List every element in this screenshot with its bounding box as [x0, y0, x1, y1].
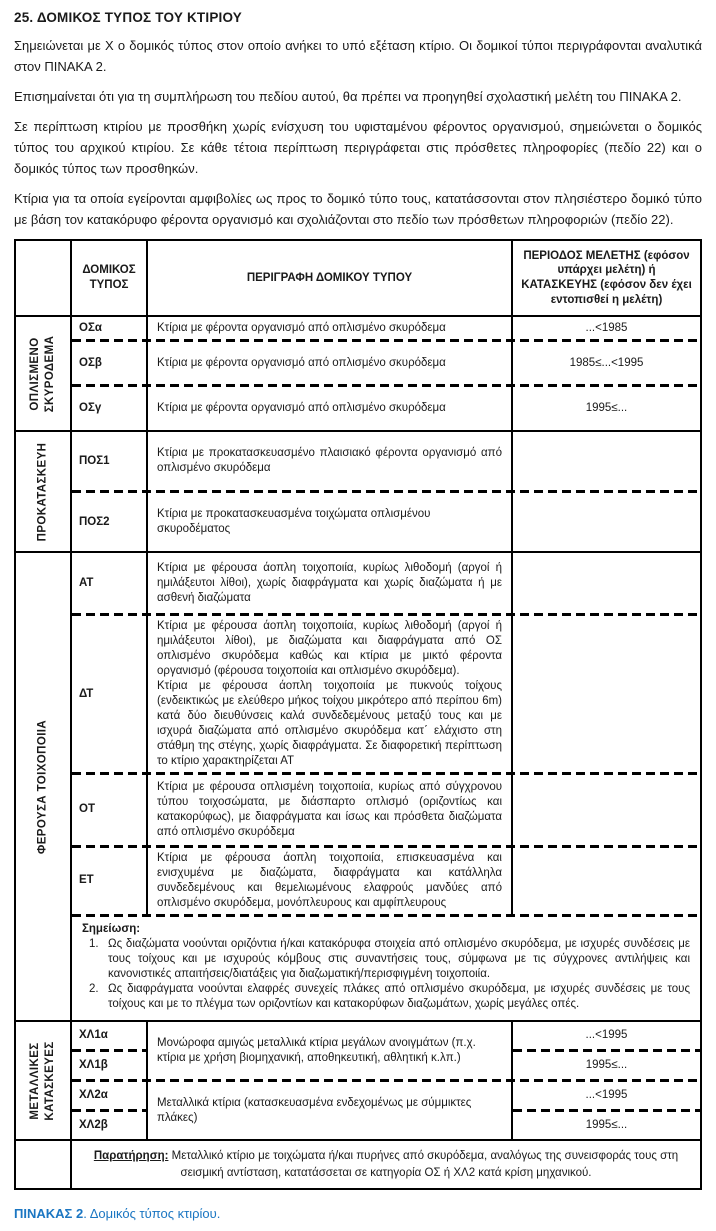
type-cell: ΟΣγ	[72, 387, 148, 430]
desc-cell	[148, 848, 513, 914]
group-row-oplismeno-skyrodema	[16, 315, 700, 430]
type-cell: ΧΛ2α	[79, 1089, 108, 1102]
intro-paragraph-1: Σημειώνεται με Χ ο δομικός τύπος στον οποίο ανήκει το υπό εξέταση κτίριο. Οι δομικοί τύποι περιγράφονται αναλυτικά στον ΠΙΝΑΚΑ 2.	[14, 38, 702, 75]
group-label-line: ΦΕΡΟΥΣΑ ΤΟΙΧΟΠΟΙΙΑ	[36, 719, 49, 854]
group-label-cell	[16, 317, 72, 430]
group-label-ferousa-toixopoiia	[36, 720, 51, 854]
group-label-line: ΣΚΥΡΟΔΕΜΑ	[44, 335, 56, 413]
period-cell	[513, 493, 700, 551]
type-cell: ΑΤ	[72, 553, 148, 613]
period-cell: 1995≤...	[585, 1119, 628, 1132]
group-label-cell	[16, 1141, 72, 1188]
table-row-ot	[72, 775, 700, 845]
header-perigrafi: ΠΕΡΙΓΡΑΦΗ ΔΟΜΙΚΟΥ ΤΥΠΟΥ	[148, 241, 513, 315]
intro-paragraph-2: Επισημαίνεται ότι για τη συμπλήρωση του πεδίου αυτού, θα πρέπει να προηγηθεί σχολαστική μελέτη του ΠΙΝΑΚΑ 2.	[14, 89, 682, 105]
period-cell	[513, 775, 700, 845]
group-label-metallikes-kataskeves	[28, 1041, 58, 1120]
period-cell	[513, 432, 700, 490]
table-subblock-xl2	[72, 1082, 700, 1139]
group-label-line: ΠΡΟΚΑΤΑΣΚΕΥΗ	[36, 442, 49, 542]
group-row-ferousa-toixopoiia	[16, 551, 700, 1020]
desc-text: Κτίρια με φέροντα οργανισμό από οπλισμένο σκυρόδεμα	[157, 356, 446, 369]
desc-text: Κτίρια με φέρουσα άοπλη τοιχοποιία, κυρίως λιθοδομή (αργοί ή ημιλάξευτοι λίθοι), χωρίς διαφράγματα και χωρίς διαζώματα ή με ασθενή διαζώματα	[157, 561, 502, 604]
desc-paragraph: Κτίρια με φέρουσα άοπλη τοιχοποιία, κυρίως λιθοδομή (αργοί ή ημιλάξευτοι λίθοι), με διαζώματα και διαφράγματα από ΟΣ οπλισμένο σκυρόδεμα καθώς και κτίρια με μικτό φέροντα οργανισμό (φέρουσα τοιχοποιία και οπλισμένο σκυρόδεμα).	[157, 620, 502, 678]
table-row-dt	[72, 616, 700, 771]
note-text: Ως διαφράγματα νοούνται ελαφρές συνεχείς πλάκες από οπλισμένο σκυρόδεμα, με ισχυρές συνδέσεις με τους τοίχους και με το πλέγμα των οριζοντίων και κατακορύφων διαζωμάτων, χωρίς μεγάλες οπές.	[108, 983, 690, 1011]
desc-text: Μονώροφα αμιγώς μεταλλικά κτίρια μεγάλων ανοιγμάτων (π.χ. κτίρια με χρήση βιομηχανική, αποθηκευτική, αθλητική κ.λπ.)	[157, 1036, 476, 1064]
intro-paragraph-3: Σε περίπτωση κτιρίου με προσθήκη χωρίς ενίσχυση του υφισταμένου φέροντος οργανισμού, σημειώνεται ο δομικός τύπος του αρχικού κτιρίου. Σε κάθε τέτοια περίπτωση περιγράφεται στις πρόσθετες πληροφορίες (πεδίο 22) και ο δομικός τύπος των προσθηκών.	[14, 119, 702, 177]
remark-title: Παρατήρηση:	[93, 1150, 169, 1163]
remark-row	[16, 1139, 700, 1188]
group-row-metallikes-kataskeves	[16, 1020, 700, 1139]
note-title: Σημείωση:	[82, 922, 141, 935]
header-domikos-typos: ΔΟΜΙΚΟΣ ΤΥΠΟΣ	[72, 241, 148, 315]
period-cell: 1995≤...	[585, 402, 628, 415]
table-row-osg	[72, 387, 700, 430]
group-label-cell	[16, 1022, 72, 1139]
group-label-cell	[16, 432, 72, 551]
period-cell: 1995≤...	[585, 1059, 628, 1072]
header-group-cell	[16, 241, 72, 315]
type-cell: ΠΟΣ2	[72, 493, 148, 551]
header-periodos: ΠΕΡΙΟΔΟΣ ΜΕΛΕΤΗΣ (εφόσον υπάρχει μελέτη) ή ΚΑΤΑΣΚΕΥΗΣ (εφόσον δεν έχει εντοπισθεί η μελέτη)	[521, 249, 692, 307]
desc-cell	[148, 1082, 513, 1139]
group-label-prokataskevi	[36, 443, 51, 542]
desc-text: Κτίρια με προκατασκευασμένα τοιχώματα οπλισμένου σκυροδέματος	[157, 508, 431, 536]
type-subcolumn	[72, 1022, 148, 1079]
desc-cell	[148, 387, 513, 430]
type-cell: ΠΟΣ1	[72, 432, 148, 490]
desc-text: Μεταλλικά κτίρια (κατασκευασμένα ενδεχομένως με σύμμικτες πλάκες)	[157, 1096, 472, 1124]
group-label-line: ΜΕΤΑΛΛΙΚΕΣ	[29, 1042, 42, 1120]
caption-label: ΠΙΝΑΚΑΣ 2	[14, 1206, 84, 1222]
table-row-at	[72, 553, 700, 613]
group-label-cell	[16, 553, 72, 1020]
table-header-row	[16, 241, 700, 315]
desc-text: Κτίρια με φέρουσα άοπλη τοιχοποιία, επισκευασμένα και ενισχυμένα με διαζώματα, διαφράγματα και κατάλληλα συνδεδεμένους και θεμελιωμένους ελαφρούς μανδύες από οπλισμένο σκυρόδεμα, μονόπλευρους και αμφίπλευρους	[157, 851, 502, 909]
type-cell: ΕΤ	[72, 848, 148, 914]
period-cell	[513, 848, 700, 914]
desc-cell	[148, 1022, 513, 1079]
period-cell	[513, 616, 700, 771]
period-cell: ...<1995	[585, 1089, 628, 1102]
desc-cell	[148, 553, 513, 613]
group-label-line: ΚΑΤΑΣΚΕΥΕΣ	[44, 1041, 56, 1121]
remark-text-block	[86, 1148, 686, 1181]
period-cell	[513, 553, 700, 613]
desc-cell	[148, 493, 513, 551]
desc-cell	[148, 775, 513, 845]
desc-cell	[148, 616, 513, 771]
remark-paratirisi	[72, 1141, 700, 1188]
period-cell: ...<1985	[585, 321, 628, 334]
period-subcolumn	[513, 1022, 700, 1079]
note-number: 1.	[89, 938, 99, 951]
period-subcolumn	[513, 1082, 700, 1139]
table-row-pos2	[72, 493, 700, 551]
type-cell: ΧΛ2β	[79, 1119, 108, 1132]
desc-cell	[148, 317, 513, 339]
period-cell: ...<1995	[585, 1029, 628, 1042]
desc-text	[157, 619, 502, 768]
note-item-2	[82, 982, 690, 1012]
type-cell: ΔΤ	[72, 616, 148, 771]
desc-text: Κτίρια με φέροντα οργανισμό από οπλισμένο σκυρόδεμα	[157, 402, 446, 415]
group-label-oplismeno-skyrodema	[28, 336, 58, 413]
table-row-osa	[72, 317, 700, 339]
period-cell: 1985≤...<1995	[569, 356, 644, 369]
group-label-line: ΟΠΛΙΣΜΕΝΟ	[29, 337, 42, 411]
page-title: 25. ΔΟΜΙΚΟΣ ΤΥΠΟΣ ΤΟΥ ΚΤΙΡΙΟΥ	[14, 10, 243, 25]
building-type-table	[14, 239, 702, 1190]
desc-cell	[148, 342, 513, 384]
type-cell: ΟΣβ	[72, 342, 148, 384]
desc-cell	[148, 432, 513, 490]
note-text: Ως διαζώματα νοούνται οριζόντια ή/και κατακόρυφα στοιχεία από οπλισμένο σκυρόδεμα, με ισχυρές συνδέσεις με τους τοίχους και με ισχυρούς κόμβους στις συναντήσεις τους, σύμφωνα με τις σύγχρονες αντιλήψεις και κανονιστικές απαιτήσεις/διατάξεις για διαζωματική/περισφιγμένη τοιχοποιία.	[108, 938, 690, 981]
caption-text: . Δομικός τύπος κτιρίου.	[83, 1206, 221, 1222]
desc-text: Κτίρια με φέροντα οργανισμό από οπλισμένο σκυρόδεμα	[157, 321, 446, 334]
type-cell: ΧΛ1β	[79, 1059, 108, 1072]
type-cell: ΟΤ	[72, 775, 148, 845]
table-row-pos1	[72, 432, 700, 490]
table-row-et	[72, 848, 700, 914]
type-subcolumn	[72, 1082, 148, 1139]
desc-text: Κτίρια με φέρουσα οπλισμένη τοιχοποιία, κυρίως από σύγχρονου τύπου τοιχοσώματα, με διάσπαρτο οπλισμό (οριζοντίως και κατακορύφως), με διαφράγματα και ίσως και πρόσθετα διαζώματα από οπλισμένο σκυρόδεμα	[157, 780, 502, 838]
table-caption	[14, 1206, 702, 1221]
desc-text: Κτίρια με προκατασκευασμένο πλαισιακό φέροντα οργανισμό από οπλισμένο σκυρόδεμα	[157, 447, 502, 475]
intro-paragraph-4: Κτίρια για τα οποία εγείρονται αμφιβολίες ως προς το δομικό τύπο τους, κατατάσσονται στον πλησιέστερο δομικό τύπο με βάση τον κατακόρυφο φέροντα οργανισμό και σχολιάζονται στο πεδίο των πρόσθετων πληροφοριών (πεδίο 22).	[14, 191, 702, 228]
note-simiosi	[72, 917, 700, 1021]
remark-text: Μεταλλικό κτίριο με τοιχώματα ή/και πυρήνες από σκυρόδεμα, αναλόγως της συνεισφοράς τους στη σεισμική αντίσταση, κατατάσσεται σε κατηγορία ΟΣ ή ΧΛ2 κατά κρίση μηχανικού.	[168, 1150, 679, 1179]
table-row-osb	[72, 342, 700, 384]
desc-paragraph: Κτίρια με φέρουσα άοπλη τοιχοποιία με πυκνούς τοίχους (ενδεικτικώς με ελεύθερο μήκος τοίχου μικρότερο από περίπου 6m) κατά δύο διευθύνσεις καλά συνδεδεμένους μεταξύ τους και με ισχυρά διαζώματα από οπλισμένο σκυρόδεμα κατ΄ ελάχιστο στη στάθμη της στέγης, χωρίς διαφράγματα. Σε διαφορετική περίπτωση το κτίριο χαρακτηρίζεται ΑΤ	[157, 680, 502, 767]
type-cell: ΟΣα	[72, 317, 148, 339]
group-row-prokataskevi	[16, 430, 700, 551]
note-item-1	[82, 937, 690, 982]
table-subblock-xl1	[72, 1022, 700, 1079]
type-cell: ΧΛ1α	[79, 1029, 108, 1042]
note-number: 2.	[89, 983, 99, 996]
